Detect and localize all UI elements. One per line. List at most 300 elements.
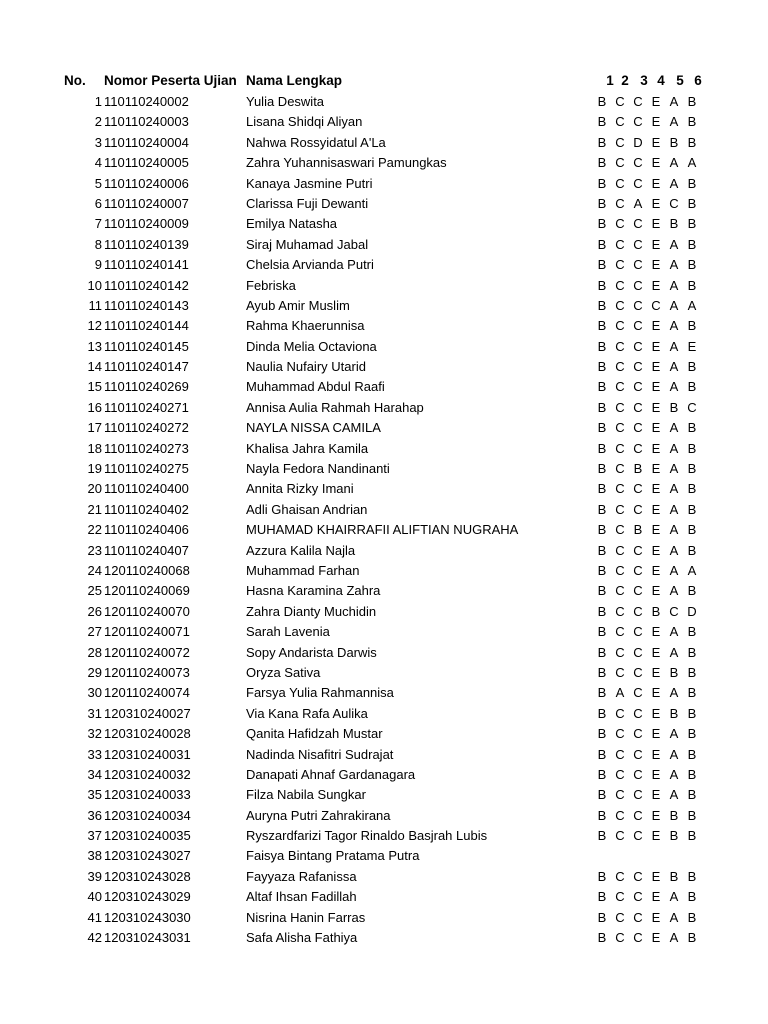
- answer-q1: B: [597, 134, 607, 150]
- nama-lengkap: Adli Ghaisan Andrian: [246, 501, 368, 517]
- answer-q1: B: [597, 379, 607, 395]
- answer-q4: B: [651, 603, 661, 619]
- answer-q1: B: [597, 175, 607, 191]
- answer-q2: C: [615, 379, 625, 395]
- answer-q3: C: [633, 787, 643, 803]
- answer-q5: A: [669, 930, 679, 946]
- answer-q5: A: [669, 420, 679, 436]
- table-row: [0, 174, 768, 194]
- nomor-peserta: 110110240142: [104, 277, 189, 293]
- row-number: 4: [94, 155, 102, 171]
- answer-q4: E: [651, 705, 661, 721]
- row-number: 22: [87, 522, 102, 538]
- answer-q4: E: [651, 828, 661, 844]
- nama-lengkap: Khalisa Jahra Kamila: [246, 440, 369, 456]
- answer-q6: B: [687, 257, 697, 273]
- nomor-peserta: 120310243027: [104, 848, 191, 864]
- answer-q1: B: [597, 216, 607, 232]
- table-row: [0, 643, 768, 663]
- answer-q4: E: [651, 746, 661, 762]
- answer-q2: C: [615, 909, 625, 925]
- nama-lengkap: Emilya Natasha: [246, 216, 338, 232]
- answer-q6: A: [687, 562, 697, 578]
- answer-q2: C: [615, 134, 625, 150]
- nomor-peserta: 110110240275: [104, 461, 189, 477]
- nomor-peserta: 120310240035: [104, 828, 191, 844]
- answer-q5: A: [669, 766, 679, 782]
- answer-q6: B: [687, 501, 697, 517]
- answer-q3: C: [633, 746, 643, 762]
- answer-q6: B: [687, 522, 697, 538]
- nomor-peserta: 120310240028: [104, 726, 191, 742]
- answer-q5: B: [669, 134, 679, 150]
- header-nomor-peserta: Nomor Peserta Ujian: [104, 73, 237, 88]
- answer-q1: B: [597, 685, 607, 701]
- answer-q2: C: [615, 481, 625, 497]
- answer-q1: B: [597, 195, 607, 211]
- answer-q5: A: [669, 114, 679, 130]
- row-number: 13: [87, 338, 102, 354]
- answer-q3: C: [633, 236, 643, 252]
- answer-q3: C: [633, 94, 643, 109]
- answer-q6: A: [687, 297, 697, 313]
- nomor-peserta: 120110240069: [104, 583, 190, 599]
- answer-q2: C: [615, 338, 625, 354]
- answer-q6: B: [687, 930, 697, 946]
- answer-q3: C: [633, 399, 643, 415]
- answer-q4: E: [651, 868, 661, 884]
- answer-q4: C: [651, 297, 661, 313]
- answer-q1: B: [597, 94, 607, 109]
- answer-q2: C: [615, 297, 625, 313]
- answer-q6: B: [687, 216, 697, 232]
- row-number: 39: [87, 868, 102, 884]
- answer-q5: A: [669, 155, 679, 171]
- answer-q5: A: [669, 175, 679, 191]
- answer-q4: E: [651, 909, 661, 925]
- nama-lengkap: Farsya Yulia Rahmannisa: [246, 685, 394, 701]
- nama-lengkap: Zahra Dianty Muchidin: [246, 603, 377, 619]
- nomor-peserta: 120110240073: [104, 664, 190, 680]
- nama-lengkap: Nahwa Rossyidatul A'La: [246, 134, 386, 150]
- answer-q3: C: [633, 624, 643, 640]
- nomor-peserta: 110110240004: [104, 134, 189, 150]
- answer-q6: B: [687, 644, 697, 660]
- answer-q2: C: [615, 644, 625, 660]
- nama-lengkap: Dinda Melia Octaviona: [246, 338, 377, 354]
- table-row: [0, 255, 768, 275]
- nomor-peserta: 120110240068: [104, 562, 190, 578]
- row-number: 32: [87, 726, 102, 742]
- nomor-peserta: 120110240071: [104, 624, 190, 640]
- row-number: 9: [94, 257, 102, 273]
- nomor-peserta: 120110240070: [104, 603, 190, 619]
- header-q3: 3: [640, 73, 648, 88]
- answer-q2: C: [615, 195, 625, 211]
- answer-q2: C: [615, 216, 625, 232]
- answer-q4: E: [651, 94, 661, 109]
- answer-q4: E: [651, 624, 661, 640]
- answer-q3: C: [633, 440, 643, 456]
- answer-q4: E: [651, 257, 661, 273]
- table-row: [0, 276, 768, 296]
- answer-q5: A: [669, 297, 679, 313]
- answer-q1: B: [597, 155, 607, 171]
- answer-q6: C: [687, 399, 697, 415]
- row-number: 2: [94, 114, 102, 130]
- row-number: 42: [87, 930, 102, 946]
- nama-lengkap: Oryza Sativa: [246, 664, 321, 680]
- answer-q2: C: [615, 889, 625, 905]
- nama-lengkap: Muhammad Abdul Raafi: [246, 379, 385, 395]
- row-number: 16: [87, 399, 102, 415]
- answer-q1: B: [597, 909, 607, 925]
- answer-q6: E: [687, 338, 697, 354]
- answer-q1: B: [597, 889, 607, 905]
- answer-q6: B: [687, 94, 697, 109]
- nama-lengkap: Qanita Hafidzah Mustar: [246, 726, 383, 742]
- table-body: [0, 92, 768, 948]
- row-number: 15: [87, 379, 102, 395]
- answer-q3: C: [633, 828, 643, 844]
- answer-q4: E: [651, 195, 661, 211]
- answer-q5: C: [669, 603, 679, 619]
- nomor-peserta: 110110240143: [104, 297, 189, 313]
- row-number: 31: [87, 705, 102, 721]
- answer-q2: C: [615, 726, 625, 742]
- table-row: [0, 153, 768, 173]
- nomor-peserta: 110110240400: [104, 481, 189, 497]
- answer-q1: B: [597, 787, 607, 803]
- answer-q5: A: [669, 338, 679, 354]
- answer-q2: C: [615, 766, 625, 782]
- answer-q5: A: [669, 624, 679, 640]
- answer-q3: C: [633, 562, 643, 578]
- answer-q5: A: [669, 461, 679, 477]
- answer-q4: E: [651, 420, 661, 436]
- nomor-peserta: 110110240147: [104, 359, 189, 375]
- nama-lengkap: Nisrina Hanin Farras: [246, 909, 366, 925]
- answer-q3: C: [633, 889, 643, 905]
- answer-q6: B: [687, 746, 697, 762]
- table-row: [0, 561, 768, 581]
- nama-lengkap: Altaf Ihsan Fadillah: [246, 889, 357, 905]
- answer-q2: C: [615, 583, 625, 599]
- answer-q2: C: [615, 277, 625, 293]
- answer-q5: A: [669, 481, 679, 497]
- answer-q2: C: [615, 318, 625, 334]
- table-row: [0, 377, 768, 397]
- nomor-peserta: 110110240139: [104, 236, 189, 252]
- answer-q1: B: [597, 562, 607, 578]
- row-number: 28: [87, 644, 102, 660]
- nama-lengkap: Naulia Nufairy Utarid: [246, 359, 366, 375]
- answer-q5: A: [669, 277, 679, 293]
- answer-q1: B: [597, 542, 607, 558]
- table-row: [0, 92, 768, 112]
- nama-lengkap: Sarah Lavenia: [246, 624, 330, 640]
- answer-q2: C: [615, 236, 625, 252]
- nama-lengkap: Faisya Bintang Pratama Putra: [246, 848, 420, 864]
- nama-lengkap: Filza Nabila Sungkar: [246, 787, 366, 803]
- header-q1: 1: [606, 73, 614, 88]
- row-number: 8: [94, 236, 102, 252]
- answer-q3: C: [633, 603, 643, 619]
- nomor-peserta: 110110240005: [104, 155, 189, 171]
- answer-q4: E: [651, 644, 661, 660]
- table-row: [0, 785, 768, 805]
- table-row: [0, 296, 768, 316]
- answer-q6: B: [687, 664, 697, 680]
- answer-q4: E: [651, 236, 661, 252]
- answer-q4: E: [651, 501, 661, 517]
- answer-q2: C: [615, 930, 625, 946]
- answer-q3: C: [633, 114, 643, 130]
- answer-q1: B: [597, 236, 607, 252]
- answer-q1: B: [597, 338, 607, 354]
- answer-q5: A: [669, 236, 679, 252]
- table-row: [0, 745, 768, 765]
- nama-lengkap: Siraj Muhamad Jabal: [246, 236, 369, 252]
- table-row: [0, 622, 768, 642]
- answer-q4: E: [651, 685, 661, 701]
- nama-lengkap: Ayub Amir Muslim: [246, 297, 350, 313]
- table-row: [0, 581, 768, 601]
- answer-q3: C: [633, 807, 643, 823]
- answer-q5: A: [669, 644, 679, 660]
- nomor-peserta: 110110240003: [104, 114, 189, 130]
- answer-q6: B: [687, 828, 697, 844]
- answer-q6: B: [687, 461, 697, 477]
- answer-q6: A: [687, 155, 697, 171]
- nomor-peserta: 110110240145: [104, 338, 189, 354]
- answer-q6: B: [687, 318, 697, 334]
- answer-q1: B: [597, 644, 607, 660]
- nama-lengkap: Febriska: [246, 277, 296, 293]
- answer-q6: B: [687, 726, 697, 742]
- answer-q3: C: [633, 868, 643, 884]
- table-row: [0, 316, 768, 336]
- answer-q4: E: [651, 583, 661, 599]
- row-number: 20: [87, 481, 102, 497]
- nomor-peserta: 110110240002: [104, 94, 189, 109]
- answer-q1: B: [597, 318, 607, 334]
- answer-q2: C: [615, 359, 625, 375]
- answer-q5: A: [669, 685, 679, 701]
- answer-q4: E: [651, 318, 661, 334]
- header-q2: 2: [621, 73, 629, 88]
- answer-q6: B: [687, 705, 697, 721]
- row-number: 33: [87, 746, 102, 762]
- row-number: 40: [87, 889, 102, 905]
- answer-q6: B: [687, 481, 697, 497]
- row-number: 26: [87, 603, 102, 619]
- answer-q1: B: [597, 583, 607, 599]
- nomor-peserta: 120310243030: [104, 909, 191, 925]
- answer-q6: B: [687, 420, 697, 436]
- answer-q3: C: [633, 909, 643, 925]
- nama-lengkap: Sopy Andarista Darwis: [246, 644, 377, 660]
- nomor-peserta: 110110240141: [104, 257, 189, 273]
- answer-q1: B: [597, 807, 607, 823]
- answer-q4: E: [651, 562, 661, 578]
- row-number: 27: [87, 624, 102, 640]
- answer-q3: C: [633, 664, 643, 680]
- row-number: 36: [87, 807, 102, 823]
- nomor-peserta: 120310240027: [104, 705, 191, 721]
- nomor-peserta: 120310243028: [104, 868, 191, 884]
- answer-q1: B: [597, 114, 607, 130]
- nama-lengkap: Nayla Fedora Nandinanti: [246, 461, 390, 477]
- answer-q4: E: [651, 664, 661, 680]
- answer-q4: E: [651, 522, 661, 538]
- answer-q4: E: [651, 379, 661, 395]
- answer-q1: B: [597, 461, 607, 477]
- answer-q1: B: [597, 297, 607, 313]
- answer-q3: B: [633, 461, 643, 477]
- answer-sheet-table: [0, 70, 768, 948]
- answer-q4: E: [651, 175, 661, 191]
- answer-q5: B: [669, 868, 679, 884]
- answer-q3: C: [633, 726, 643, 742]
- answer-q3: C: [633, 318, 643, 334]
- answer-q3: C: [633, 216, 643, 232]
- nomor-peserta: 110110240007: [104, 195, 189, 211]
- table-row: [0, 112, 768, 132]
- answer-q3: C: [633, 644, 643, 660]
- answer-q3: C: [633, 542, 643, 558]
- nama-lengkap: Yulia Deswita: [246, 94, 325, 109]
- answer-q1: B: [597, 930, 607, 946]
- nama-lengkap: Annita Rizky Imani: [246, 481, 354, 497]
- answer-q4: E: [651, 440, 661, 456]
- answer-q2: C: [615, 440, 625, 456]
- nomor-peserta: 120310240034: [104, 807, 191, 823]
- answer-q1: B: [597, 522, 607, 538]
- row-number: 29: [87, 664, 102, 680]
- answer-q1: B: [597, 624, 607, 640]
- answer-q2: C: [615, 787, 625, 803]
- answer-q1: B: [597, 420, 607, 436]
- row-number: 21: [87, 501, 102, 517]
- table-row: [0, 439, 768, 459]
- table-row: [0, 867, 768, 887]
- answer-q5: A: [669, 583, 679, 599]
- nama-lengkap: Azzura Kalila Najla: [246, 542, 356, 558]
- row-number: 37: [87, 828, 102, 844]
- nama-lengkap: Safa Alisha Fathiya: [246, 930, 358, 946]
- answer-q1: B: [597, 726, 607, 742]
- answer-q2: C: [615, 542, 625, 558]
- answer-q1: B: [597, 481, 607, 497]
- answer-q4: E: [651, 155, 661, 171]
- nama-lengkap: Rahma Khaerunnisa: [246, 318, 365, 334]
- nomor-peserta: 110110240269: [104, 379, 189, 395]
- header-nama-lengkap: Nama Lengkap: [246, 73, 343, 88]
- answer-q6: B: [687, 766, 697, 782]
- table-row: [0, 418, 768, 438]
- answer-q2: C: [615, 807, 625, 823]
- answer-q5: A: [669, 440, 679, 456]
- answer-q6: B: [687, 868, 697, 884]
- answer-q5: A: [669, 909, 679, 925]
- table-row: [0, 459, 768, 479]
- nomor-peserta: 110110240009: [104, 216, 189, 232]
- row-number: 14: [87, 359, 102, 375]
- answer-q4: E: [651, 338, 661, 354]
- answer-q4: E: [651, 359, 661, 375]
- answer-q4: E: [651, 461, 661, 477]
- answer-q5: A: [669, 501, 679, 517]
- row-number: 6: [94, 195, 102, 211]
- answer-q1: B: [597, 440, 607, 456]
- answer-q2: C: [615, 399, 625, 415]
- answer-q3: C: [633, 766, 643, 782]
- row-number: 12: [87, 318, 102, 334]
- answer-q5: B: [669, 399, 679, 415]
- answer-q1: B: [597, 399, 607, 415]
- answer-q2: C: [615, 461, 625, 477]
- answer-q6: B: [687, 787, 697, 803]
- answer-q6: B: [687, 134, 697, 150]
- answer-q2: C: [615, 155, 625, 171]
- answer-q1: B: [597, 705, 607, 721]
- nama-lengkap: MUHAMAD KHAIRRAFII ALIFTIAN NUGRAHA: [246, 522, 519, 538]
- answer-q3: C: [633, 338, 643, 354]
- table-row: [0, 704, 768, 724]
- table-row: [0, 337, 768, 357]
- table-row: [0, 520, 768, 540]
- answer-q3: B: [633, 522, 643, 538]
- answer-q5: B: [669, 807, 679, 823]
- answer-q2: C: [615, 522, 625, 538]
- answer-q3: C: [633, 685, 643, 701]
- answer-q6: B: [687, 277, 697, 293]
- answer-q1: B: [597, 868, 607, 884]
- nomor-peserta: 120310240031: [104, 746, 191, 762]
- nama-lengkap: Muhammad Farhan: [246, 562, 360, 578]
- nama-lengkap: Ryszardfarizi Tagor Rinaldo Basjrah Lubis: [246, 828, 488, 844]
- table-row: [0, 826, 768, 846]
- answer-q2: C: [615, 562, 625, 578]
- nomor-peserta: 110110240272: [104, 420, 189, 436]
- answer-q2: C: [615, 94, 625, 109]
- answer-q3: D: [633, 134, 643, 150]
- table-row: [0, 235, 768, 255]
- answer-q2: C: [615, 501, 625, 517]
- answer-q1: B: [597, 766, 607, 782]
- row-number: 41: [87, 909, 102, 925]
- table-row: [0, 846, 768, 866]
- answer-q4: E: [651, 807, 661, 823]
- nama-lengkap: Chelsia Arvianda Putri: [246, 257, 374, 273]
- answer-q3: A: [633, 195, 643, 211]
- answer-q3: C: [633, 583, 643, 599]
- answer-q6: B: [687, 583, 697, 599]
- nomor-peserta: 110110240273: [104, 440, 189, 456]
- answer-q6: B: [687, 175, 697, 191]
- answer-q1: B: [597, 746, 607, 762]
- table-row: [0, 194, 768, 214]
- header-q4: 4: [657, 73, 665, 88]
- answer-q4: E: [651, 889, 661, 905]
- answer-q3: C: [633, 705, 643, 721]
- answer-q6: B: [687, 236, 697, 252]
- row-number: 7: [94, 216, 102, 232]
- answer-q6: B: [687, 624, 697, 640]
- row-number: 5: [94, 175, 102, 191]
- answer-q5: A: [669, 257, 679, 273]
